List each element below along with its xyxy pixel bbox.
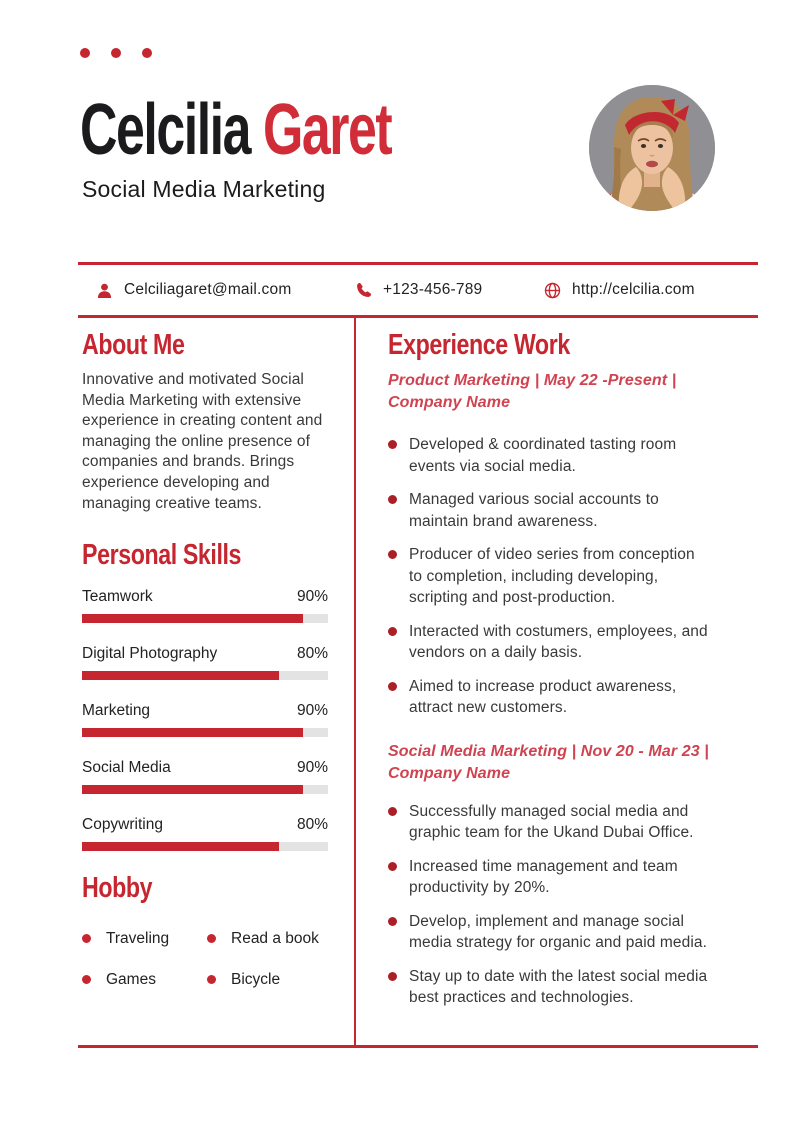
- job-bullet: [388, 676, 712, 719]
- hobby-label: Bicycle: [231, 970, 281, 988]
- hobby-label: Traveling: [106, 929, 170, 947]
- experience-title: Experience Work: [388, 329, 570, 361]
- hobby-label: Games: [106, 970, 156, 988]
- column-divider: [354, 315, 356, 1045]
- skill-item: [82, 702, 328, 737]
- bullet-text: Develop, implement and manage social media strategy for organic and paid media.: [409, 912, 708, 951]
- job-title-dates: Product Marketing | May 22 -Present |: [388, 372, 677, 389]
- phone-icon: [356, 282, 372, 298]
- job-bullet: [388, 966, 712, 1009]
- bullet-dot: [82, 975, 91, 984]
- job-bullet: [388, 544, 712, 609]
- skill-item: [82, 759, 328, 794]
- job-bullet-list: [388, 801, 712, 1009]
- bullet-dot: [388, 972, 397, 981]
- skill-bar-fill: [82, 842, 279, 851]
- bullet-dot: [388, 495, 397, 504]
- decorative-dot: [80, 48, 90, 58]
- woman-portrait-illustration: [589, 85, 715, 211]
- skills-title: Personal Skills: [82, 539, 242, 572]
- job-company: Company Name: [388, 394, 511, 411]
- hobby-item: [207, 929, 328, 948]
- skill-row: [82, 645, 328, 664]
- contact-email[interactable]: [96, 265, 291, 315]
- decorative-dots: [80, 48, 152, 58]
- job-entry: [388, 370, 712, 719]
- skill-percent: 80%: [296, 816, 328, 834]
- bullet-dot: [207, 975, 216, 984]
- skill-item: [82, 645, 328, 680]
- last-name: Garet: [262, 90, 392, 170]
- skill-bar-track: [82, 842, 328, 851]
- bullet-dot: [82, 934, 91, 943]
- skill-bar-track: [82, 785, 328, 794]
- skill-row: [82, 588, 328, 607]
- bottom-rule: [78, 1045, 758, 1048]
- job-bullet: [388, 801, 712, 844]
- hobby-item: [82, 929, 207, 948]
- skill-percent: 90%: [296, 588, 328, 606]
- bullet-text: Stay up to date with the latest social media best practices and technologies.: [409, 967, 708, 1006]
- bullet-dot: [388, 440, 397, 449]
- skill-label: Copywriting: [82, 816, 163, 834]
- skill-row: [82, 759, 328, 778]
- bullet-dot: [388, 682, 397, 691]
- bullet-dot: [388, 627, 397, 636]
- hobby-title: Hobby: [82, 872, 153, 905]
- contact-bar: [78, 262, 758, 318]
- bullet-text: Aimed to increase product awareness, attract new customers.: [409, 677, 677, 716]
- person-icon: [96, 282, 113, 299]
- job-bullet: [388, 434, 712, 477]
- skill-label: Marketing: [82, 702, 151, 720]
- globe-icon: [544, 282, 561, 299]
- bullet-text: Managed various social accounts to maintain brand awareness.: [409, 491, 659, 530]
- skill-item: [82, 588, 328, 623]
- left-column: [82, 312, 328, 989]
- skill-bar-fill: [82, 671, 279, 680]
- job-bullet: [388, 489, 712, 532]
- skill-bar-fill: [82, 785, 303, 794]
- person-name: [80, 90, 392, 170]
- skill-percent: 80%: [296, 645, 328, 663]
- hobby-item: [207, 970, 328, 989]
- job-title-dates: Social Media Marketing | Nov 20 - Mar 23 |: [388, 742, 709, 760]
- job-bullet: [388, 911, 712, 954]
- decorative-dot: [142, 48, 152, 58]
- skill-row: [82, 816, 328, 835]
- hobby-list: [82, 929, 328, 989]
- job-company: Company Name: [388, 764, 511, 782]
- skills-list: [82, 588, 328, 851]
- skill-percent: 90%: [296, 702, 328, 720]
- bullet-dot: [388, 917, 397, 926]
- hobby-item: [82, 970, 207, 989]
- bullet-text: Successfully managed social media and graphic team for the Ukand Dubai Office.: [409, 802, 694, 841]
- bullet-dot: [388, 550, 397, 559]
- job-bullet: [388, 856, 712, 899]
- job-bullet-list: [388, 434, 712, 719]
- bullet-text: Producer of video series from conception to completion, including developing, scripting and post-production.: [409, 546, 695, 606]
- skill-bar-track: [82, 728, 328, 737]
- right-column: [388, 312, 712, 1021]
- about-text: Innovative and motivated Social Media Marketing with extensive experience in creating content and managing the online presence of companies and brands. Brings experience developing and managing creative teams.: [82, 371, 323, 512]
- contact-phone[interactable]: [356, 265, 482, 315]
- skill-bar-fill: [82, 728, 303, 737]
- person-job-title: Social Media Marketing: [82, 176, 326, 202]
- skill-bar-fill: [82, 614, 303, 623]
- skill-row: [82, 702, 328, 721]
- bullet-text: Increased time management and team productivity by 20%.: [409, 857, 678, 896]
- about-title: About Me: [82, 329, 185, 361]
- bullet-text: Developed & coordinated tasting room events via social media.: [409, 436, 677, 475]
- skill-label: Digital Photography: [82, 645, 218, 663]
- skill-item: [82, 816, 328, 851]
- job-heading: [388, 741, 712, 785]
- first-name: Celcilia: [80, 90, 251, 170]
- skill-label: Social Media: [82, 759, 171, 777]
- job-entry: [388, 741, 712, 1009]
- bullet-text: Interacted with costumers, employees, and vendors on a daily basis.: [409, 622, 708, 661]
- contact-website[interactable]: [544, 265, 695, 315]
- profile-photo: [589, 85, 715, 211]
- skill-bar-track: [82, 671, 328, 680]
- jobs-list: [388, 370, 712, 1009]
- bullet-dot: [388, 807, 397, 816]
- job-bullet: [388, 621, 712, 664]
- skill-bar-track: [82, 614, 328, 623]
- skill-percent: 90%: [296, 759, 328, 777]
- bullet-dot: [388, 862, 397, 871]
- skill-label: Teamwork: [82, 588, 153, 606]
- hobby-label: Read a book: [231, 929, 319, 947]
- phone-value: +123-456-789: [383, 281, 483, 298]
- bullet-dot: [207, 934, 216, 943]
- job-heading: [388, 370, 712, 414]
- decorative-dot: [111, 48, 121, 58]
- email-value: Celciliagaret@mail.com: [124, 281, 292, 298]
- website-value: http://celcilia.com: [572, 281, 695, 298]
